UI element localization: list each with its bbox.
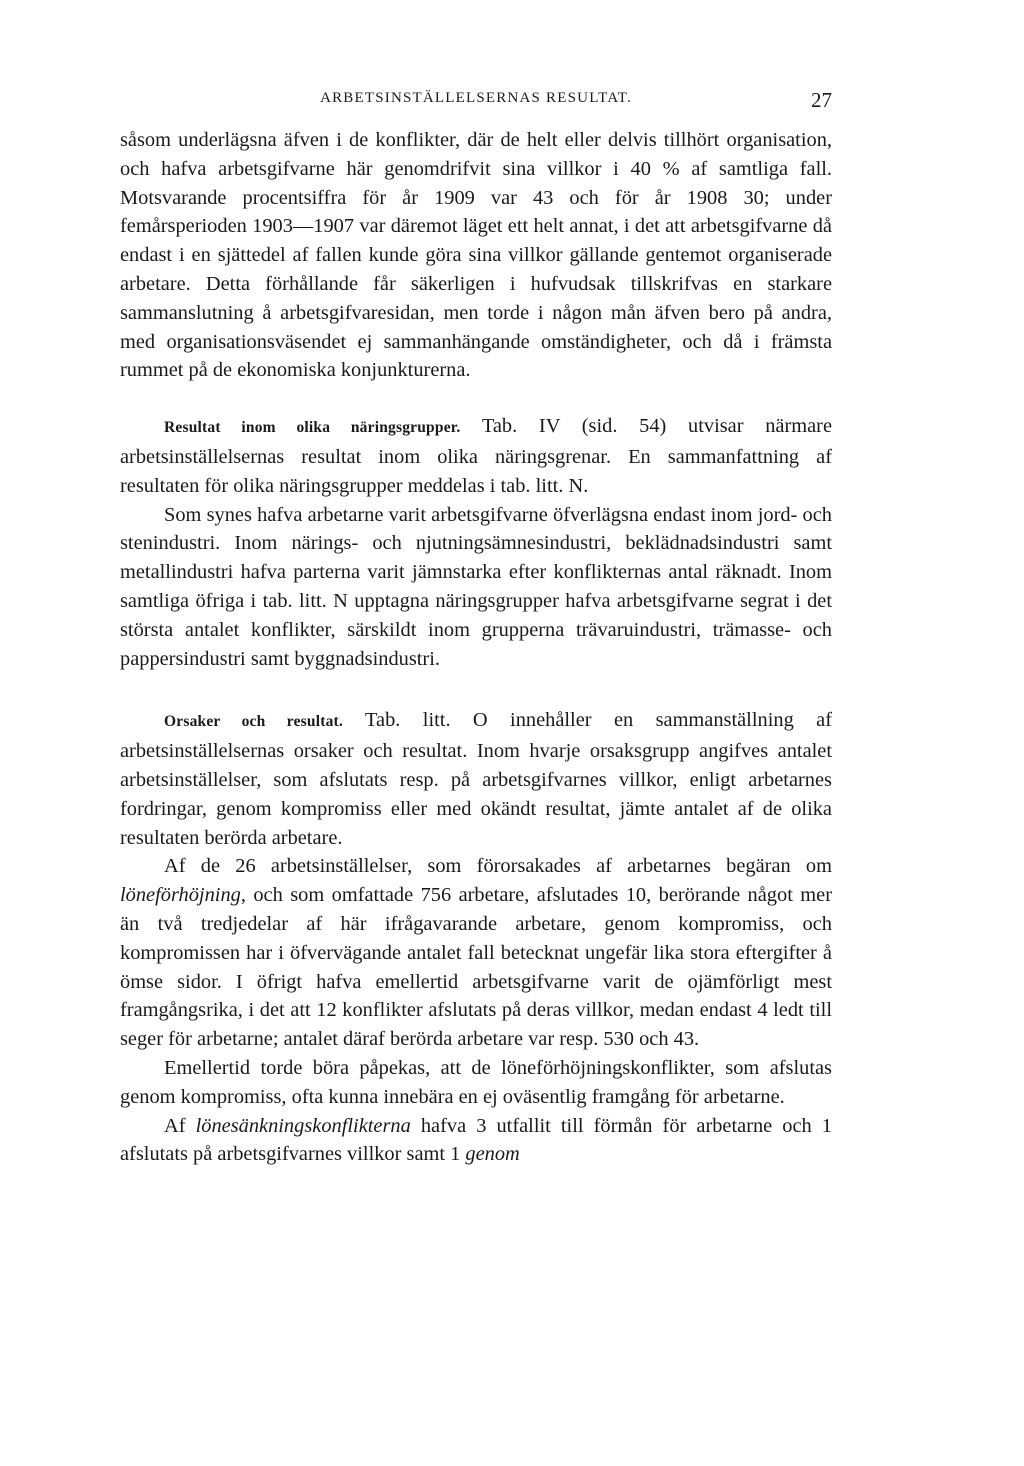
paragraph-section-2-4	[120, 1112, 832, 1170]
paragraph-section-2-3: Emellertid torde böra påpekas, att de löneförhöjningskonflikter, som afslutas genom kompromiss, ofta kunna innebära en ej oväsentlig framgång för arbetarne.	[120, 1056, 832, 1108]
paragraph-text: Tab. IV (sid. 54) utvisar närmare arbetsinställelsernas resultat inom olika näringsgrenar. En sammanfattning af resultaten för olika näringsgrupper meddelas i tab. litt. N.	[120, 415, 832, 497]
section-heading-orsaker: Orsaker och resultat.	[164, 713, 343, 731]
paragraph-text: Af de 26 arbetsinställelser, som förorsakades af arbetarnes begäran om	[164, 855, 832, 878]
paragraph-text: Af	[164, 1114, 196, 1137]
running-head: ARBETSINSTÄLLELSERNAS RESULTAT.	[320, 90, 632, 106]
emphasis-term: lönesänkningskonflikterna	[195, 1114, 411, 1137]
body-text	[120, 126, 832, 1169]
paragraph-section-2	[120, 706, 832, 852]
emphasis-term: genom	[465, 1143, 520, 1166]
paragraph-section-2-2	[120, 852, 832, 1054]
paragraph-section-1	[120, 412, 832, 500]
page-header	[120, 88, 832, 114]
paragraph-text: , och som omfattade 756 arbetare, afslutades 10, berörande något mer än två tredjedelar af här ifrågavarande arbetare, genom kompromiss, och kompromissen har i öfvervägande antalet fall betecknat ungefär lika stora eftergifter å ömse sidor. I öfrigt hafva emellertid arbetsgifvarne varit de ojämförligt mest framgångsrika, i det att 12 konflikter afslutats på deras villkor, medan endast 4 ledt till seger för arbetarne; antalet däraf berörda arbetare var resp. 530 och 43.	[120, 884, 832, 1051]
paragraph-text: hafva 3 utfallit till förmån för arbetarne och 1 afslutats på arbetsgifvarnes villkor samt 1	[120, 1114, 832, 1166]
paragraph-text: Tab. litt. O innehåller en sammanställning af arbetsinställelsernas orsaker och resultat. Inom hvarje orsaksgrupp angifves antalet arbetsinställelser, som afslutats resp. på arbetsgifvarnes villkor, enligt arbetarnes fordringar, genom kompromiss eller med okändt resultat, jämte antalet af de olika resultaten berörda arbetare.	[120, 709, 832, 849]
paragraph-section-1-2: Som synes hafva arbetarne varit arbetsgifvarne öfverlägsna endast inom jord- och stenindustri. Inom närings- och njutningsämnesindustri, beklädnadsindustri samt metallindustri hafva parterna varit jämnstarka efter konflikternas antal räknadt. Inom samtliga öfriga i tab. litt. N upptagna näringsgrupper hafva arbetsgifvarne segrat i det största antalet konflikter, särskildt inom grupperna trävaruindustri, trämasse- och pappersindustri samt byggnadsindustri.	[120, 503, 832, 670]
emphasis-term: löneförhöjning	[120, 884, 241, 907]
section-heading-naringsgrupper: Resultat inom olika näringsgrupper.	[164, 419, 461, 437]
paragraph-continued: såsom underlägsna äfven i de konflikter, där de helt eller delvis tillhört organisation, och hafva arbetsgifvarne här genomdrifvit sina villkor i 40 % af samtliga fall. Motsvarande procentsiffra för år 1909 var 43 och för år 1908 30; under femårsperioden 1903—1907 var däremot läget ett helt annat, i det att arbetsgifvarne då endast i en sjättedel af fallen kunde göra sina villkor gällande gentemot organiserade arbetare. Detta förhållande får säkerligen i hufvudsak tillskrifvas en starkare sammanslutning å arbetsgifvaresidan, men torde i någon mån äfven bero på andra, med organisationsväsendet ej sammanhängande omständigheter, och då i främsta rummet på de ekonomiska konjunkturerna.	[120, 129, 832, 382]
page-number: 27	[811, 88, 832, 112]
